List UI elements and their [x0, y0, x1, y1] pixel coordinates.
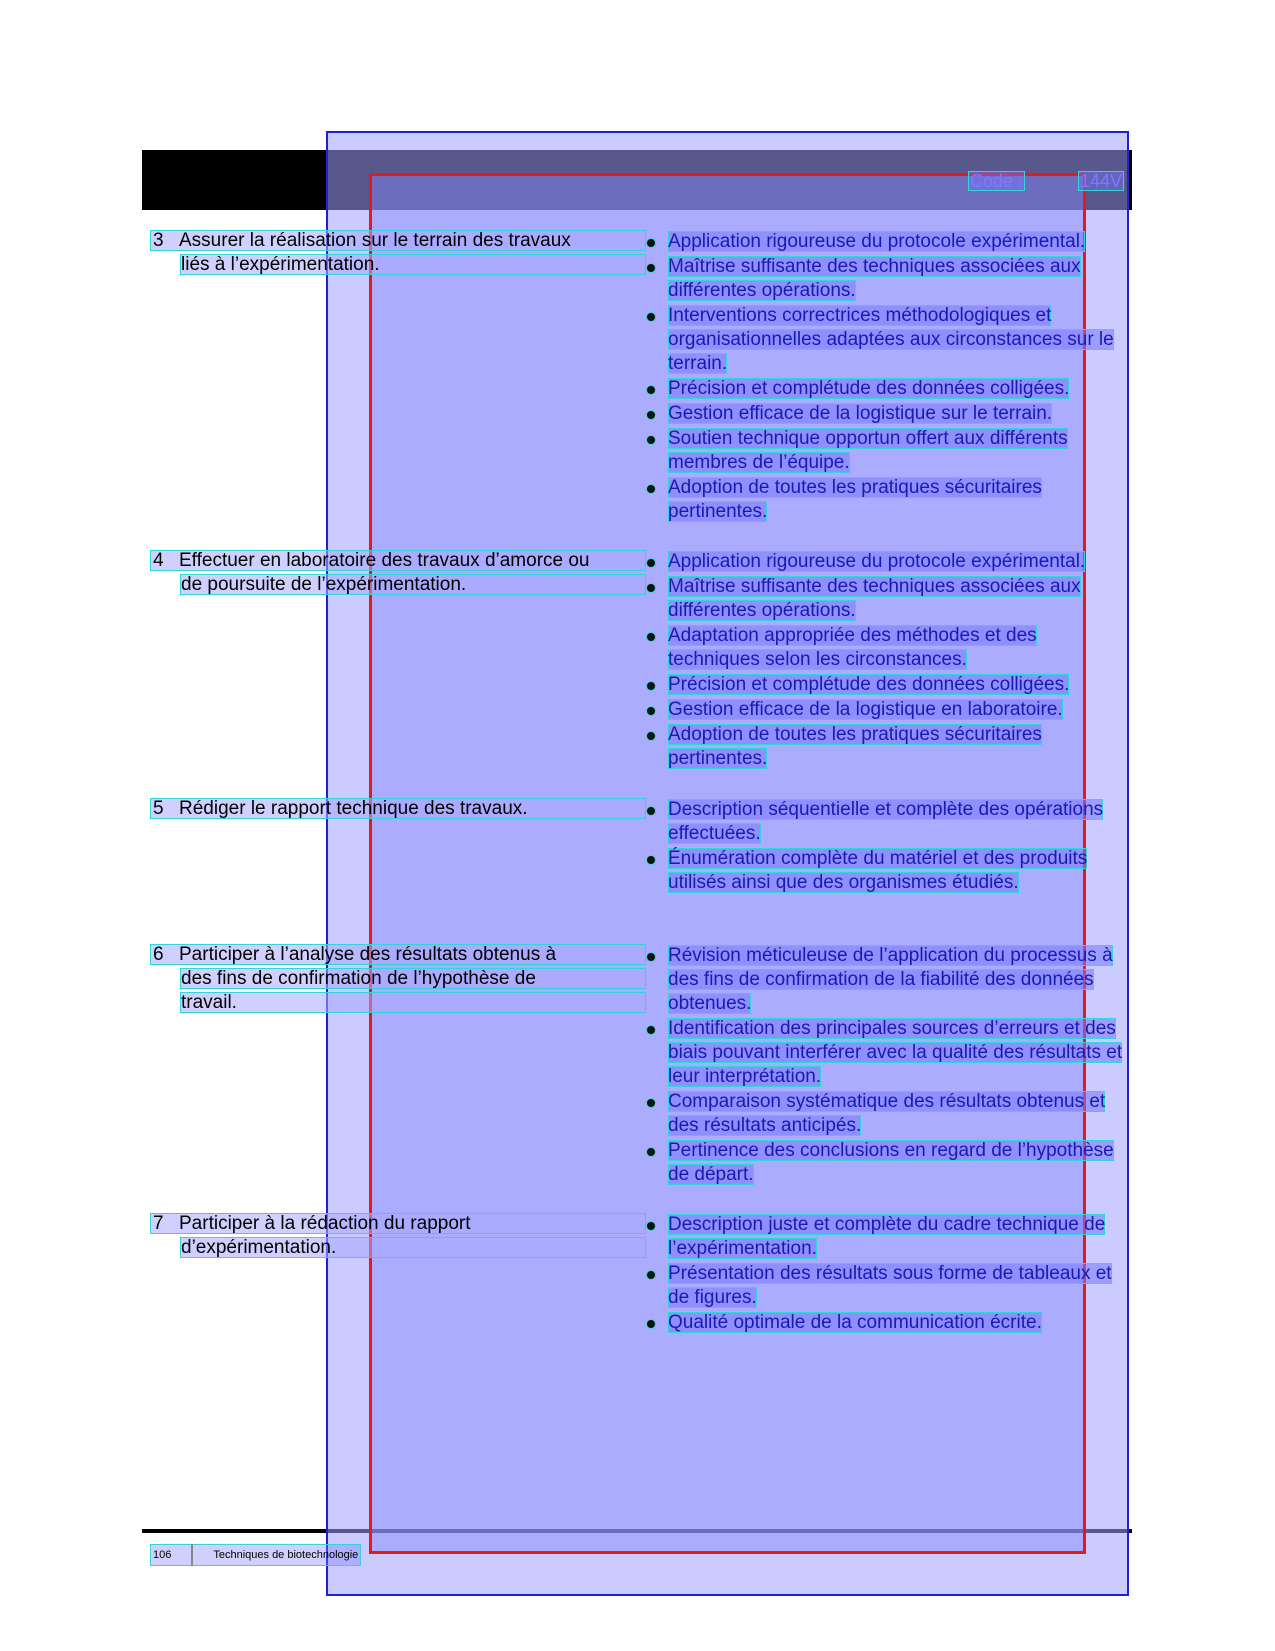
criterion-item: Maîtrise suffisante des techniques associées aux différentes opérations. — [646, 575, 1131, 623]
bullet-icon — [646, 855, 656, 865]
task-number: 5 — [153, 798, 164, 819]
criterion-item: Interventions correctrices méthodologiques et organisationnelles adaptées aux circonstances sur le terrain. — [646, 304, 1131, 376]
task-line: liés à l’expérimentation. — [180, 254, 646, 275]
bullet-icon — [646, 385, 656, 395]
code-label: Code : — [970, 171, 1024, 191]
task-line: Participer à la rédaction du rapport — [179, 1213, 471, 1234]
bullet-icon — [646, 1221, 656, 1231]
task-description — [150, 230, 646, 278]
criterion-item: Identification des principales sources d’erreurs et des biais pouvant interférer avec la qualité des résultats et leur interprétation. — [646, 1017, 1131, 1089]
task-number: 3 — [153, 230, 164, 251]
criterion-item: Précision et complétude des données colligées. — [646, 673, 1131, 697]
criterion-item: Soutien technique opportun offert aux différents membres de l’équipe. — [646, 427, 1131, 475]
task-line: Assurer la réalisation sur le terrain des travaux — [179, 230, 571, 251]
criterion-item: Comparaison systématique des résultats obtenus et des résultats anticipés. — [646, 1090, 1131, 1138]
task-description — [150, 798, 646, 822]
criterion-item: Gestion efficace de la logistique en laboratoire. — [646, 698, 1131, 722]
criterion-item: Révision méticuleuse de l’application du processus à des fins de confirmation de la fiabilité des données obtenues. — [646, 944, 1131, 1016]
bullet-icon — [646, 583, 656, 593]
criterion-item: Pertinence des conclusions en regard de l’hypothèse de départ. — [646, 1139, 1131, 1187]
task-line: Participer à l’analyse des résultats obtenus à — [179, 944, 557, 965]
bullet-icon — [646, 1270, 656, 1280]
bullet-icon — [646, 238, 656, 248]
bullet-icon — [646, 312, 656, 322]
bullet-icon — [646, 952, 656, 962]
bullet-icon — [646, 410, 656, 420]
criterion-item: Présentation des résultats sous forme de tableaux et de figures. — [646, 1262, 1131, 1310]
criterion-item: Adoption de toutes les pratiques sécuritaires pertinentes. — [646, 476, 1131, 524]
bullet-icon — [646, 1025, 656, 1035]
criterion-item: Description séquentielle et complète des opérations effectuées. — [646, 798, 1131, 846]
program-name: Techniques de biotechnologie — [213, 1549, 359, 1561]
bullet-icon — [646, 435, 656, 445]
criterion-item: Qualité optimale de la communication écrite. — [646, 1311, 1131, 1335]
bullet-icon — [646, 632, 656, 642]
bullet-icon — [646, 1319, 656, 1329]
task-description — [150, 1213, 646, 1261]
page-footer — [150, 1544, 361, 1566]
bullet-icon — [646, 1147, 656, 1157]
performance-criteria — [646, 798, 1131, 896]
criterion-item: Précision et complétude des données colligées. — [646, 377, 1131, 401]
task-line: Effectuer en laboratoire des travaux d’amorce ou — [179, 550, 590, 571]
page-number: 106 — [153, 1549, 172, 1561]
criterion-item: Description juste et complète du cadre technique de l’expérimentation. — [646, 1213, 1131, 1261]
bullet-icon — [646, 706, 656, 716]
criterion-item: Application rigoureuse du protocole expérimental. — [646, 230, 1131, 254]
criterion-item: Énumération complète du matériel et des produits utilisés ainsi que des organismes étudiés. — [646, 847, 1131, 895]
bullet-icon — [646, 484, 656, 494]
bullet-icon — [646, 558, 656, 568]
task-description — [150, 944, 646, 1016]
task-line: Rédiger le rapport technique des travaux. — [179, 798, 528, 819]
bullet-icon — [646, 1098, 656, 1108]
task-number: 4 — [153, 550, 164, 571]
criterion-item: Gestion efficace de la logistique sur le terrain. — [646, 402, 1131, 426]
criterion-item: Adaptation appropriée des méthodes et des techniques selon les circonstances. — [646, 624, 1131, 672]
criterion-item: Maîtrise suffisante des techniques associées aux différentes opérations. — [646, 255, 1131, 303]
bullet-icon — [646, 731, 656, 741]
bullet-icon — [646, 806, 656, 816]
task-line: d’expérimentation. — [180, 1237, 646, 1258]
task-line: de poursuite de l’expérimentation. — [180, 574, 646, 595]
program-code — [968, 170, 1124, 192]
task-number: 7 — [153, 1213, 164, 1234]
task-line: des fins de confirmation de l’hypothèse de — [180, 968, 646, 989]
task-number: 6 — [153, 944, 164, 965]
performance-criteria — [646, 944, 1131, 1188]
performance-criteria — [646, 550, 1131, 772]
code-value: 144V — [1079, 171, 1122, 191]
criterion-item: Adoption de toutes les pratiques sécuritaires pertinentes. — [646, 723, 1131, 771]
criterion-item: Application rigoureuse du protocole expérimental. — [646, 550, 1131, 574]
bullet-icon — [646, 263, 656, 273]
bullet-icon — [646, 681, 656, 691]
performance-criteria — [646, 230, 1131, 525]
task-description — [150, 550, 646, 598]
footer-separator — [191, 1544, 193, 1566]
performance-criteria — [646, 1213, 1131, 1336]
task-line: travail. — [180, 992, 646, 1013]
